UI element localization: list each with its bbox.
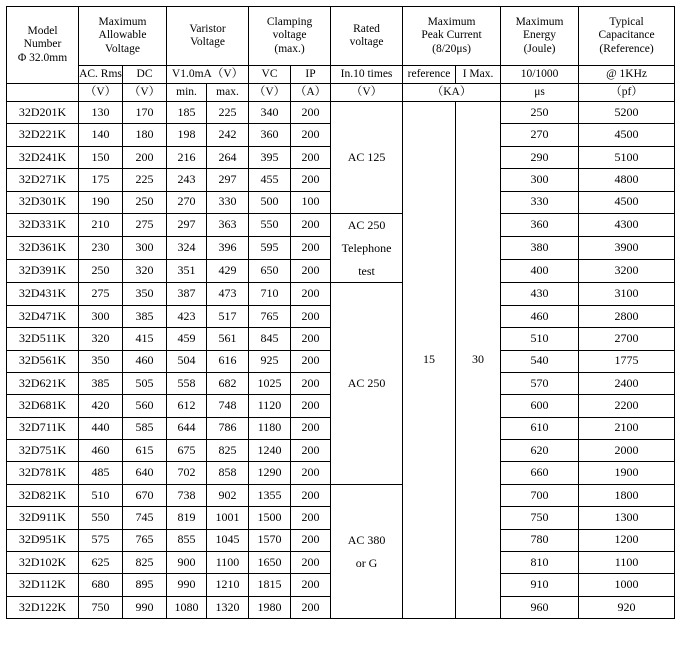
header-sub-cap-spec: @ 1KHz — [579, 66, 675, 84]
cell-model: 32D331K — [7, 213, 79, 236]
cell-ac-rms: 350 — [79, 350, 123, 372]
cell-dc: 745 — [123, 507, 167, 529]
cell-typical-capacitance: 3900 — [579, 237, 675, 260]
cell-ac-rms: 210 — [79, 213, 123, 236]
cell-ac-rms: 175 — [79, 169, 123, 191]
cell-max-energy: 660 — [501, 462, 579, 484]
cell-clamping-ip: 200 — [291, 283, 331, 305]
cell-dc: 615 — [123, 440, 167, 462]
header-sub-imax: I Max. — [456, 66, 501, 84]
cell-clamping-ip: 200 — [291, 529, 331, 551]
cell-model: 32D241K — [7, 146, 79, 168]
cell-varistor-max: 363 — [207, 213, 249, 236]
cell-varistor-min: 855 — [167, 529, 207, 551]
rated-voltage-line: AC 380 — [347, 532, 386, 547]
cell-ac-rms: 440 — [79, 417, 123, 439]
header-unit-v-max: max. — [207, 84, 249, 102]
cell-varistor-max: 330 — [207, 191, 249, 213]
cell-model: 32D751K — [7, 440, 79, 462]
cell-varistor-min: 504 — [167, 350, 207, 372]
cell-max-energy: 610 — [501, 417, 579, 439]
cell-ac-rms: 140 — [79, 124, 123, 146]
cell-max-energy: 540 — [501, 350, 579, 372]
header-sub-ip: IP — [291, 66, 331, 84]
cell-typical-capacitance: 2100 — [579, 417, 675, 439]
header-row-sub — [7, 66, 675, 84]
cell-clamping-ip: 200 — [291, 146, 331, 168]
cell-model: 32D431K — [7, 283, 79, 305]
cell-max-energy: 620 — [501, 440, 579, 462]
header-sub-vc: VC — [249, 66, 291, 84]
cell-clamping-ip: 200 — [291, 596, 331, 618]
cell-max-energy: 290 — [501, 146, 579, 168]
cell-ac-rms: 190 — [79, 191, 123, 213]
cell-clamping-vc: 1570 — [249, 529, 291, 551]
cell-varistor-max: 1320 — [207, 596, 249, 618]
cell-clamping-vc: 340 — [249, 102, 291, 124]
cell-dc: 300 — [123, 237, 167, 260]
cell-varistor-min: 198 — [167, 124, 207, 146]
cell-clamping-ip: 200 — [291, 213, 331, 236]
cell-model: 32D711K — [7, 417, 79, 439]
cell-model: 32D391K — [7, 260, 79, 283]
cell-varistor-max: 225 — [207, 102, 249, 124]
cell-model: 32D681K — [7, 395, 79, 417]
header-max-allowable-voltage: Maximum Allowable Voltage — [79, 7, 167, 66]
cell-ac-rms: 230 — [79, 237, 123, 260]
cell-max-energy: 270 — [501, 124, 579, 146]
cell-model: 32D621K — [7, 372, 79, 394]
cell-model: 32D561K — [7, 350, 79, 372]
header-row-main — [7, 7, 675, 66]
cell-dc: 320 — [123, 260, 167, 283]
cell-clamping-vc: 360 — [249, 124, 291, 146]
rated-voltage-line: AC 250 — [347, 376, 386, 391]
cell-ac-rms: 680 — [79, 574, 123, 596]
cell-clamping-vc: 455 — [249, 169, 291, 191]
header-clamping-voltage: Clamping voltage (max.) — [249, 7, 331, 66]
cell-clamping-ip: 200 — [291, 169, 331, 191]
cell-clamping-ip: 200 — [291, 440, 331, 462]
cell-varistor-max: 473 — [207, 283, 249, 305]
cell-ac-rms: 550 — [79, 507, 123, 529]
cell-varistor-max: 264 — [207, 146, 249, 168]
cell-ac-rms: 275 — [79, 283, 123, 305]
cell-varistor-min: 324 — [167, 237, 207, 260]
cell-varistor-max: 748 — [207, 395, 249, 417]
cell-clamping-vc: 1500 — [249, 507, 291, 529]
cell-typical-capacitance: 1900 — [579, 462, 675, 484]
cell-varistor-min: 423 — [167, 305, 207, 327]
cell-varistor-min: 702 — [167, 462, 207, 484]
cell-clamping-ip: 200 — [291, 372, 331, 394]
table-body — [7, 102, 675, 619]
cell-dc: 670 — [123, 484, 167, 506]
cell-varistor-max: 786 — [207, 417, 249, 439]
cell-varistor-min: 644 — [167, 417, 207, 439]
cell-clamping-vc: 1025 — [249, 372, 291, 394]
cell-rated-voltage — [331, 484, 403, 618]
header-unit-reference: （V） — [331, 84, 403, 102]
cell-max-energy: 570 — [501, 372, 579, 394]
cell-clamping-vc: 765 — [249, 305, 291, 327]
cell-varistor-min: 270 — [167, 191, 207, 213]
cell-model: 32D911K — [7, 507, 79, 529]
cell-clamping-vc: 1240 — [249, 440, 291, 462]
cell-typical-capacitance: 2800 — [579, 305, 675, 327]
cell-clamping-vc: 500 — [249, 191, 291, 213]
cell-typical-capacitance: 4500 — [579, 124, 675, 146]
cell-dc: 460 — [123, 350, 167, 372]
cell-dc: 170 — [123, 102, 167, 124]
table-row — [7, 484, 675, 506]
varistor-spec-table — [6, 6, 675, 619]
cell-max-energy: 380 — [501, 237, 579, 260]
cell-max-energy: 810 — [501, 552, 579, 574]
cell-ac-rms: 300 — [79, 305, 123, 327]
cell-dc: 250 — [123, 191, 167, 213]
cell-max-energy: 910 — [501, 574, 579, 596]
cell-typical-capacitance: 5200 — [579, 102, 675, 124]
cell-clamping-ip: 200 — [291, 507, 331, 529]
cell-ac-rms: 420 — [79, 395, 123, 417]
table-row — [7, 102, 675, 124]
cell-typical-capacitance: 4500 — [579, 191, 675, 213]
header-sub-dc: DC — [123, 66, 167, 84]
cell-typical-capacitance: 1800 — [579, 484, 675, 506]
cell-clamping-vc: 1815 — [249, 574, 291, 596]
cell-dc: 640 — [123, 462, 167, 484]
header-varistor-voltage: Varistor Voltage — [167, 7, 249, 66]
cell-varistor-min: 900 — [167, 552, 207, 574]
cell-clamping-vc: 710 — [249, 283, 291, 305]
cell-typical-capacitance: 2000 — [579, 440, 675, 462]
cell-ac-rms: 320 — [79, 328, 123, 350]
cell-max-energy: 510 — [501, 328, 579, 350]
header-sub-v1ma: V1.0mA（V） — [167, 66, 249, 84]
header-unit-capacitance: （pf） — [579, 84, 675, 102]
cell-ac-rms: 250 — [79, 260, 123, 283]
cell-typical-capacitance: 1775 — [579, 350, 675, 372]
cell-model: 32D821K — [7, 484, 79, 506]
header-unit-v-min: min. — [167, 84, 207, 102]
cell-ac-rms: 460 — [79, 440, 123, 462]
cell-clamping-vc: 1120 — [249, 395, 291, 417]
cell-typical-capacitance: 1100 — [579, 552, 675, 574]
cell-clamping-ip: 200 — [291, 328, 331, 350]
cell-model: 32D361K — [7, 237, 79, 260]
cell-max-energy: 430 — [501, 283, 579, 305]
cell-max-energy: 960 — [501, 596, 579, 618]
cell-varistor-max: 1045 — [207, 529, 249, 551]
cell-clamping-ip: 200 — [291, 350, 331, 372]
cell-varistor-max: 429 — [207, 260, 249, 283]
cell-model: 32D221K — [7, 124, 79, 146]
header-unit-ip: （A） — [291, 84, 331, 102]
cell-varistor-max: 517 — [207, 305, 249, 327]
cell-model: 32D781K — [7, 462, 79, 484]
cell-varistor-max: 825 — [207, 440, 249, 462]
cell-varistor-min: 675 — [167, 440, 207, 462]
cell-typical-capacitance: 3200 — [579, 260, 675, 283]
cell-max-energy: 600 — [501, 395, 579, 417]
cell-varistor-max: 1001 — [207, 507, 249, 529]
cell-max-energy: 700 — [501, 484, 579, 506]
header-sub-reference: reference — [403, 66, 456, 84]
header-sub-ac-rms: AC. Rms — [79, 66, 123, 84]
cell-clamping-vc: 395 — [249, 146, 291, 168]
rated-voltage-line: or G — [355, 555, 378, 570]
cell-clamping-vc: 925 — [249, 350, 291, 372]
cell-dc: 505 — [123, 372, 167, 394]
cell-varistor-max: 902 — [207, 484, 249, 506]
cell-varistor-min: 216 — [167, 146, 207, 168]
cell-clamping-vc: 1980 — [249, 596, 291, 618]
cell-dc: 225 — [123, 169, 167, 191]
cell-varistor-max: 297 — [207, 169, 249, 191]
cell-rated-voltage — [331, 213, 403, 282]
header-row-units — [7, 84, 675, 102]
header-max-peak-current: Maximum Peak Current (8/20μs) — [403, 7, 501, 66]
cell-varistor-min: 185 — [167, 102, 207, 124]
cell-varistor-min: 387 — [167, 283, 207, 305]
cell-dc: 585 — [123, 417, 167, 439]
cell-clamping-vc: 1290 — [249, 462, 291, 484]
rated-voltage-line: AC 250 — [347, 217, 386, 232]
cell-varistor-max: 682 — [207, 372, 249, 394]
cell-max-energy: 750 — [501, 507, 579, 529]
cell-ac-rms: 510 — [79, 484, 123, 506]
cell-clamping-ip: 200 — [291, 102, 331, 124]
cell-clamping-vc: 845 — [249, 328, 291, 350]
cell-typical-capacitance: 3100 — [579, 283, 675, 305]
cell-peak-current-imax: 30 — [456, 102, 501, 619]
cell-max-energy: 360 — [501, 213, 579, 236]
cell-clamping-vc: 1180 — [249, 417, 291, 439]
cell-max-energy: 780 — [501, 529, 579, 551]
cell-varistor-max: 242 — [207, 124, 249, 146]
cell-dc: 350 — [123, 283, 167, 305]
cell-typical-capacitance: 2200 — [579, 395, 675, 417]
header-typical-capacitance: Typical Capacitance (Reference) — [579, 7, 675, 66]
cell-varistor-min: 351 — [167, 260, 207, 283]
cell-clamping-ip: 200 — [291, 462, 331, 484]
header-sub-in10times: In.10 times — [331, 66, 403, 84]
cell-typical-capacitance: 1200 — [579, 529, 675, 551]
cell-dc: 765 — [123, 529, 167, 551]
rated-voltage-line: Telephone — [341, 240, 392, 255]
cell-varistor-max: 858 — [207, 462, 249, 484]
cell-dc: 560 — [123, 395, 167, 417]
header-max-energy: Maximum Energy (Joule) — [501, 7, 579, 66]
cell-dc: 385 — [123, 305, 167, 327]
cell-dc: 895 — [123, 574, 167, 596]
cell-varistor-max: 1100 — [207, 552, 249, 574]
cell-typical-capacitance: 5100 — [579, 146, 675, 168]
cell-varistor-min: 243 — [167, 169, 207, 191]
header-unit-peak-current: （KA） — [403, 84, 501, 102]
cell-max-energy: 330 — [501, 191, 579, 213]
cell-dc: 200 — [123, 146, 167, 168]
cell-clamping-vc: 1355 — [249, 484, 291, 506]
cell-model: 32D471K — [7, 305, 79, 327]
header-unit-ac-rms: （V） — [79, 84, 123, 102]
cell-ac-rms: 130 — [79, 102, 123, 124]
cell-peak-current-in10times: 15 — [403, 102, 456, 619]
cell-varistor-min: 558 — [167, 372, 207, 394]
cell-ac-rms: 485 — [79, 462, 123, 484]
header-unit-energy: μs — [501, 84, 579, 102]
cell-ac-rms: 625 — [79, 552, 123, 574]
header-unit-vc: （V） — [249, 84, 291, 102]
cell-varistor-max: 616 — [207, 350, 249, 372]
cell-clamping-ip: 200 — [291, 552, 331, 574]
cell-varistor-min: 990 — [167, 574, 207, 596]
cell-max-energy: 400 — [501, 260, 579, 283]
cell-ac-rms: 385 — [79, 372, 123, 394]
cell-clamping-ip: 200 — [291, 260, 331, 283]
cell-typical-capacitance: 1300 — [579, 507, 675, 529]
cell-model: 32D951K — [7, 529, 79, 551]
cell-model: 32D112K — [7, 574, 79, 596]
cell-model: 32D122K — [7, 596, 79, 618]
cell-typical-capacitance: 4800 — [579, 169, 675, 191]
cell-varistor-min: 459 — [167, 328, 207, 350]
cell-clamping-vc: 550 — [249, 213, 291, 236]
cell-ac-rms: 575 — [79, 529, 123, 551]
cell-max-energy: 460 — [501, 305, 579, 327]
cell-dc: 990 — [123, 596, 167, 618]
cell-typical-capacitance: 920 — [579, 596, 675, 618]
cell-clamping-ip: 200 — [291, 124, 331, 146]
table-row — [7, 283, 675, 305]
cell-model: 32D301K — [7, 191, 79, 213]
cell-varistor-min: 1080 — [167, 596, 207, 618]
cell-varistor-min: 612 — [167, 395, 207, 417]
header-sub-energy-spec: 10/1000 — [501, 66, 579, 84]
cell-clamping-vc: 1650 — [249, 552, 291, 574]
cell-dc: 275 — [123, 213, 167, 236]
cell-ac-rms: 150 — [79, 146, 123, 168]
cell-rated-voltage — [331, 283, 403, 485]
cell-typical-capacitance: 1000 — [579, 574, 675, 596]
cell-varistor-max: 396 — [207, 237, 249, 260]
table-row — [7, 213, 675, 236]
cell-varistor-min: 738 — [167, 484, 207, 506]
cell-typical-capacitance: 2400 — [579, 372, 675, 394]
cell-varistor-min: 819 — [167, 507, 207, 529]
cell-typical-capacitance: 2700 — [579, 328, 675, 350]
table-header — [7, 7, 675, 102]
cell-varistor-min: 297 — [167, 213, 207, 236]
header-unit-model — [7, 84, 79, 102]
cell-rated-voltage — [331, 102, 403, 214]
cell-clamping-vc: 650 — [249, 260, 291, 283]
cell-model: 32D271K — [7, 169, 79, 191]
cell-dc: 825 — [123, 552, 167, 574]
cell-varistor-max: 1210 — [207, 574, 249, 596]
rated-voltage-line: AC 125 — [347, 150, 386, 165]
rated-voltage-line: test — [358, 263, 375, 278]
cell-dc: 415 — [123, 328, 167, 350]
cell-varistor-max: 561 — [207, 328, 249, 350]
cell-clamping-ip: 200 — [291, 395, 331, 417]
cell-clamping-vc: 595 — [249, 237, 291, 260]
cell-clamping-ip: 200 — [291, 484, 331, 506]
cell-clamping-ip: 100 — [291, 191, 331, 213]
cell-model: 32D201K — [7, 102, 79, 124]
cell-clamping-ip: 200 — [291, 417, 331, 439]
cell-dc: 180 — [123, 124, 167, 146]
cell-clamping-ip: 200 — [291, 237, 331, 260]
cell-model: 32D102K — [7, 552, 79, 574]
header-unit-dc: （V） — [123, 84, 167, 102]
cell-clamping-ip: 200 — [291, 574, 331, 596]
cell-max-energy: 250 — [501, 102, 579, 124]
cell-model: 32D511K — [7, 328, 79, 350]
cell-ac-rms: 750 — [79, 596, 123, 618]
header-model-number: Model Number Φ 32.0mm — [7, 7, 79, 84]
header-rated-voltage: Rated voltage — [331, 7, 403, 66]
cell-typical-capacitance: 4300 — [579, 213, 675, 236]
cell-clamping-ip: 200 — [291, 305, 331, 327]
cell-max-energy: 300 — [501, 169, 579, 191]
